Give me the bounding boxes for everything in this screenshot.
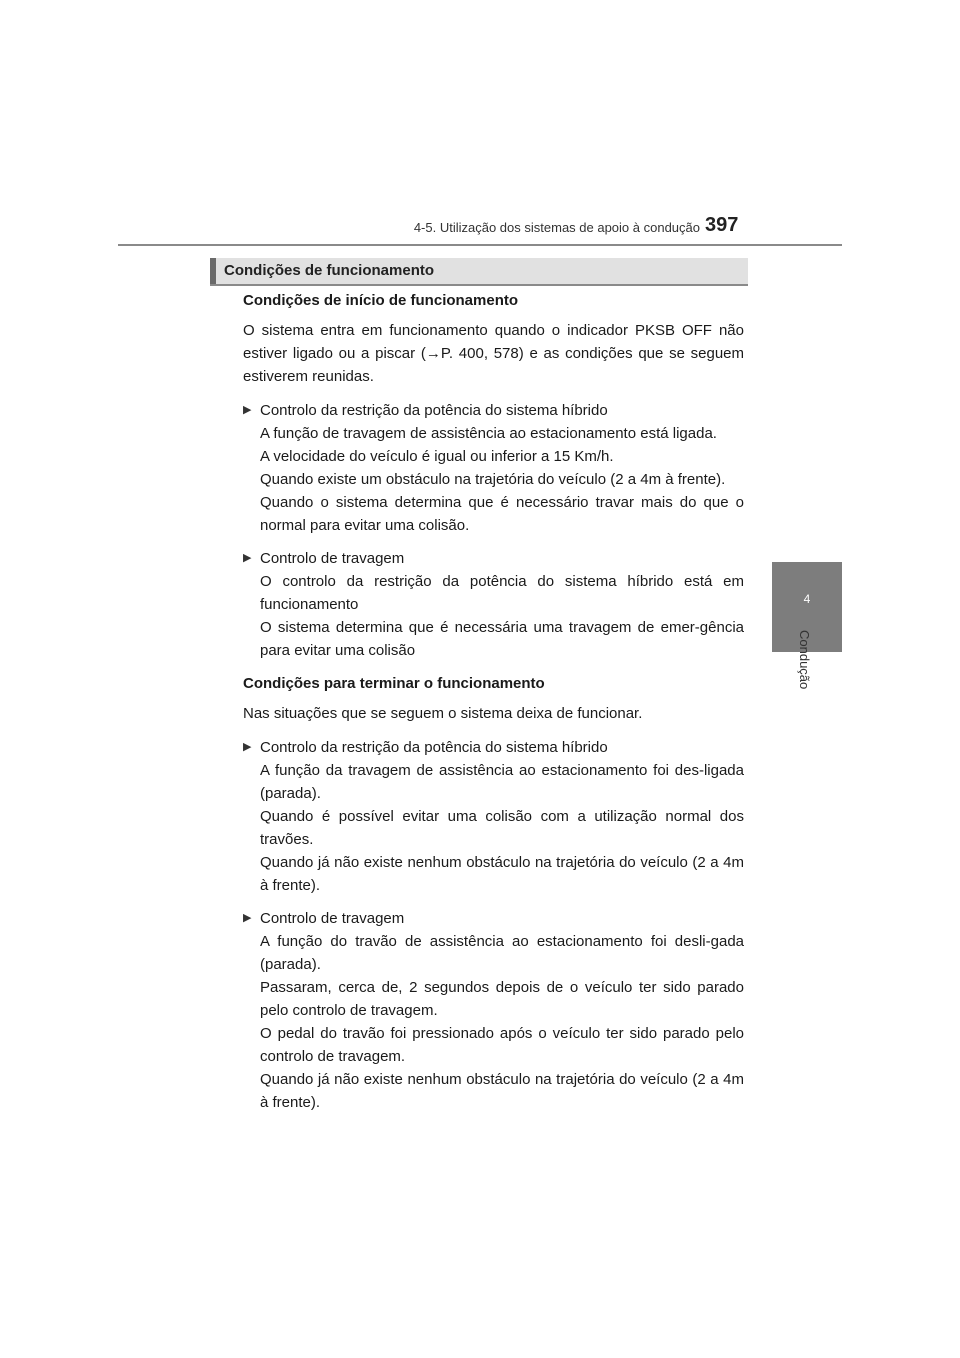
bullet-line: Quando o sistema determina que é necessário travar mais do que o normal para evitar uma colisão. xyxy=(260,494,744,534)
bullet-title: Controlo de travagem xyxy=(260,910,405,927)
bullet-title: Controlo da restrição da potência do sistema híbrido xyxy=(260,739,608,756)
list-item xyxy=(243,736,744,897)
bullet-line: O pedal do travão foi pressionado após o veículo ter sido parado pelo controlo de travagem. xyxy=(260,1025,744,1065)
bullet-line: O controlo da restrição da potência do sistema híbrido está em funcionamento xyxy=(260,573,744,613)
chapter-tab-label: Condução xyxy=(797,630,812,690)
triangle-bullet-icon: ▶ xyxy=(243,552,252,564)
bullet-line: A velocidade do veículo é igual ou inferior a 15 Km/h. xyxy=(260,448,614,465)
list-item xyxy=(243,399,744,537)
bullet-line: A função da travagem de assistência ao estacionamento foi des-ligada (parada). xyxy=(260,762,744,802)
bullet-line: Passaram, cerca de, 2 segundos depois de o veículo ter sido parado pelo controlo de travagem. xyxy=(260,979,744,1019)
end-conditions-heading: Condições para terminar o funcionamento xyxy=(243,675,545,692)
section-bar-accent xyxy=(210,258,216,284)
section-title: Condições de funcionamento xyxy=(224,262,435,279)
page-number: 397 xyxy=(705,214,739,236)
bullet-line: A função de travagem de assistência ao estacionamento está ligada. xyxy=(260,425,717,442)
bullet-line: A função do travão de assistência ao estacionamento foi desli-gada (parada). xyxy=(260,933,744,973)
triangle-bullet-icon: ▶ xyxy=(243,741,252,753)
main-content xyxy=(243,289,744,1124)
start-conditions-intro: O sistema entra em funcionamento quando o indicador PKSB OFF não estiver ligado ou a piscar (→P. 400, 578) e as condições que se seguem estiverem reunidas. xyxy=(243,322,744,385)
list-item xyxy=(243,907,744,1114)
bullet-line: Quando existe um obstáculo na trajetória do veículo (2 a 4m à frente). xyxy=(260,471,726,488)
chapter-tab-number: 4 xyxy=(803,592,811,606)
list-item xyxy=(243,547,744,662)
bullet-line: Quando é possível evitar uma colisão com a utilização normal dos travões. xyxy=(260,808,744,848)
bullet-line: Quando já não existe nenhum obstáculo na trajetória do veículo (2 a 4m à frente). xyxy=(260,1071,744,1111)
bullet-line: Quando já não existe nenhum obstáculo na trajetória do veículo (2 a 4m à frente). xyxy=(260,854,744,894)
start-conditions-heading: Condições de início de funcionamento xyxy=(243,292,519,309)
bullet-line: O sistema determina que é necessária uma travagem de emer-gência para evitar uma colisão xyxy=(260,619,744,659)
header-rule xyxy=(118,244,842,246)
section-header-bar xyxy=(210,258,748,286)
bullet-title: Controlo da restrição da potência do sistema híbrido xyxy=(260,402,608,419)
chapter-header-title: 4-5. Utilização dos sistemas de apoio à condução xyxy=(413,220,700,235)
end-conditions-intro: Nas situações que se seguem o sistema deixa de funcionar. xyxy=(243,705,643,722)
triangle-bullet-icon: ▶ xyxy=(243,912,252,924)
bullet-title: Controlo de travagem xyxy=(260,550,405,567)
triangle-bullet-icon: ▶ xyxy=(243,404,252,416)
